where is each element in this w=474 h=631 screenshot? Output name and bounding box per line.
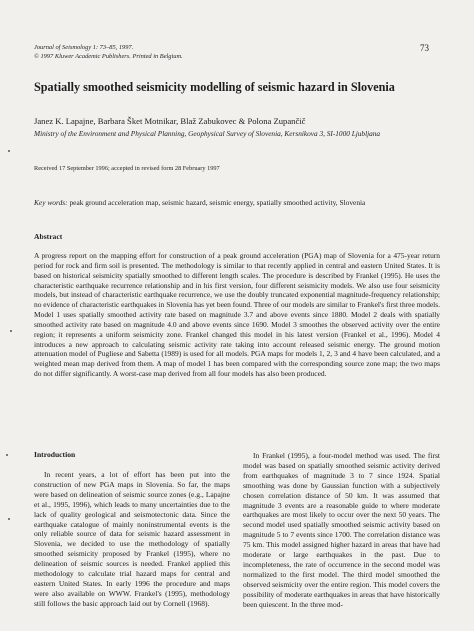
journal-citation <box>34 43 183 61</box>
paper-title: Spatially smoothed seismicity modelling of seismic hazard in Slovenia <box>34 80 395 94</box>
keywords <box>34 198 454 207</box>
scan-speck <box>10 330 12 332</box>
page-number: 73 <box>420 43 429 53</box>
abstract-text: A progress report on the mapping effort for construction of a peak ground acceleration (PGA) map of Slovenia for a 475-year return period for rock and firm soil is presented. The methodology is similar to that recently applied in central and eastern United States. It is based on historical seismicity spatially smoothed to different length scales. The procedure is described by Frankel (1995). He uses the characteristic earthquake recurrence relationship and in his first version, four different seismicity models. We also use four seismicity models, but instead of characteristic earthquake recurrence, we use the doubly truncated exponential magnitude-frequency relationship; no evidence of characteristic earthquakes in Slovenia has yet been found. Three of our models are similar to Frankel's first three models. Model 1 uses spatially smoothed activity rate based on magnitude 3.7 and above events since 1880. Model 2 deals with spatially smoothed activity rate based on magnitude 4.0 and above events since 1690. Model 3 smoothes the observed activity over the entire region; it represents a uniform seismicity zone. Frankel changed this model in his latest version (Frankel et al., 1996). Model 4 introduces a new approach to calculating seismic activity rate taking into account released seismic energy. The ground motion attenuation model of Pugliese and Sabetta (1989) is used for all models. PGA maps for models 1, 2, 3 and 4 have been calculated, and a weighted mean map derived from them. A map of model 1 has been compared with the corresponding source zone map; the two maps do not differ significantly. A worst-case map derived from all four models has also been produced. <box>34 251 440 379</box>
scan-speck <box>8 518 10 520</box>
journal-line: Journal of Seismology 1: 73–85, 1997. <box>34 44 134 51</box>
author-list: Janez K. Lapajne, Barbara Šket Motnikar, Blaž Zabukovec & Polona Zupančič <box>34 116 306 126</box>
received-date: Received 17 September 1996; accepted in revised form 28 February 1997 <box>34 165 220 172</box>
introduction-heading: Introduction <box>34 450 76 459</box>
affiliation: Ministry of the Environment and Physical Planning, Geophysical Survey of Slovenia, Kersnikova 3, SI-1000 Ljubljana <box>34 129 381 138</box>
scan-speck <box>6 454 8 456</box>
keywords-text: peak ground acceleration map, seismic hazard, seismic energy, spatially smoothed activity, Slovenia <box>69 198 366 207</box>
scan-speck <box>8 150 10 152</box>
abstract-heading: Abstract <box>34 232 63 241</box>
introduction-column-left: In recent years, a lot of effort has been put into the construction of new PGA maps in Slovenia. So far, the maps were based on delineation of seismic source zones (e.g., Lapajne et al., 1995, 1996), which leads to many uncertainties due to the lack of quality geological and seismotectonic data. Since the earthquake catalogue of mainly noninstrumental events is the only reliable source of data for seismic hazard assessment in Slovenia, we decided to use the methodology of spatially smoothed seismicity proposed by Frankel (1995), where no delineation of seismic sources is needed. Frankel applied this methodology to calculate trial hazard maps for central and eastern United States. In early 1996 the procedure and maps were also available on WWW. Frankel's (1995), methodology still follows the basic approach laid out by Cornell (1968). <box>34 470 230 608</box>
copyright-line: © 1997 Kluwer Academic Publishers. Printed in Belgium. <box>34 53 183 60</box>
introduction-column-right: In Frankel (1995), a four-model method was used. The first model was based on spatially smoothed seismic activity derived from earthquakes of magnitude 3 to 7 since 1924. Spatial smoothing was done by Gaussian function with a subjectively chosen correlation distance of 50 km. It was assumed that magnitude 3 events are a reasonable guide to where moderate earthquakes are most likely to occur over the next 50 years. The second model used spatially smoothed seismic activity based on magnitude 5 to 7 events since 1700. The correlation distance was 75 km. This model assigned higher hazard in areas that have had moderate or large earthquakes in the past. Due to incompleteness, the rate of occurrence in the second model was normalized to the first model. The third model smoothed the observed seismicity over the entire region. This model covers the possibility of moderate earthquakes in areas that have historically been quiescent. In the three mod- <box>243 451 440 609</box>
keywords-label: Key words: <box>34 198 68 207</box>
